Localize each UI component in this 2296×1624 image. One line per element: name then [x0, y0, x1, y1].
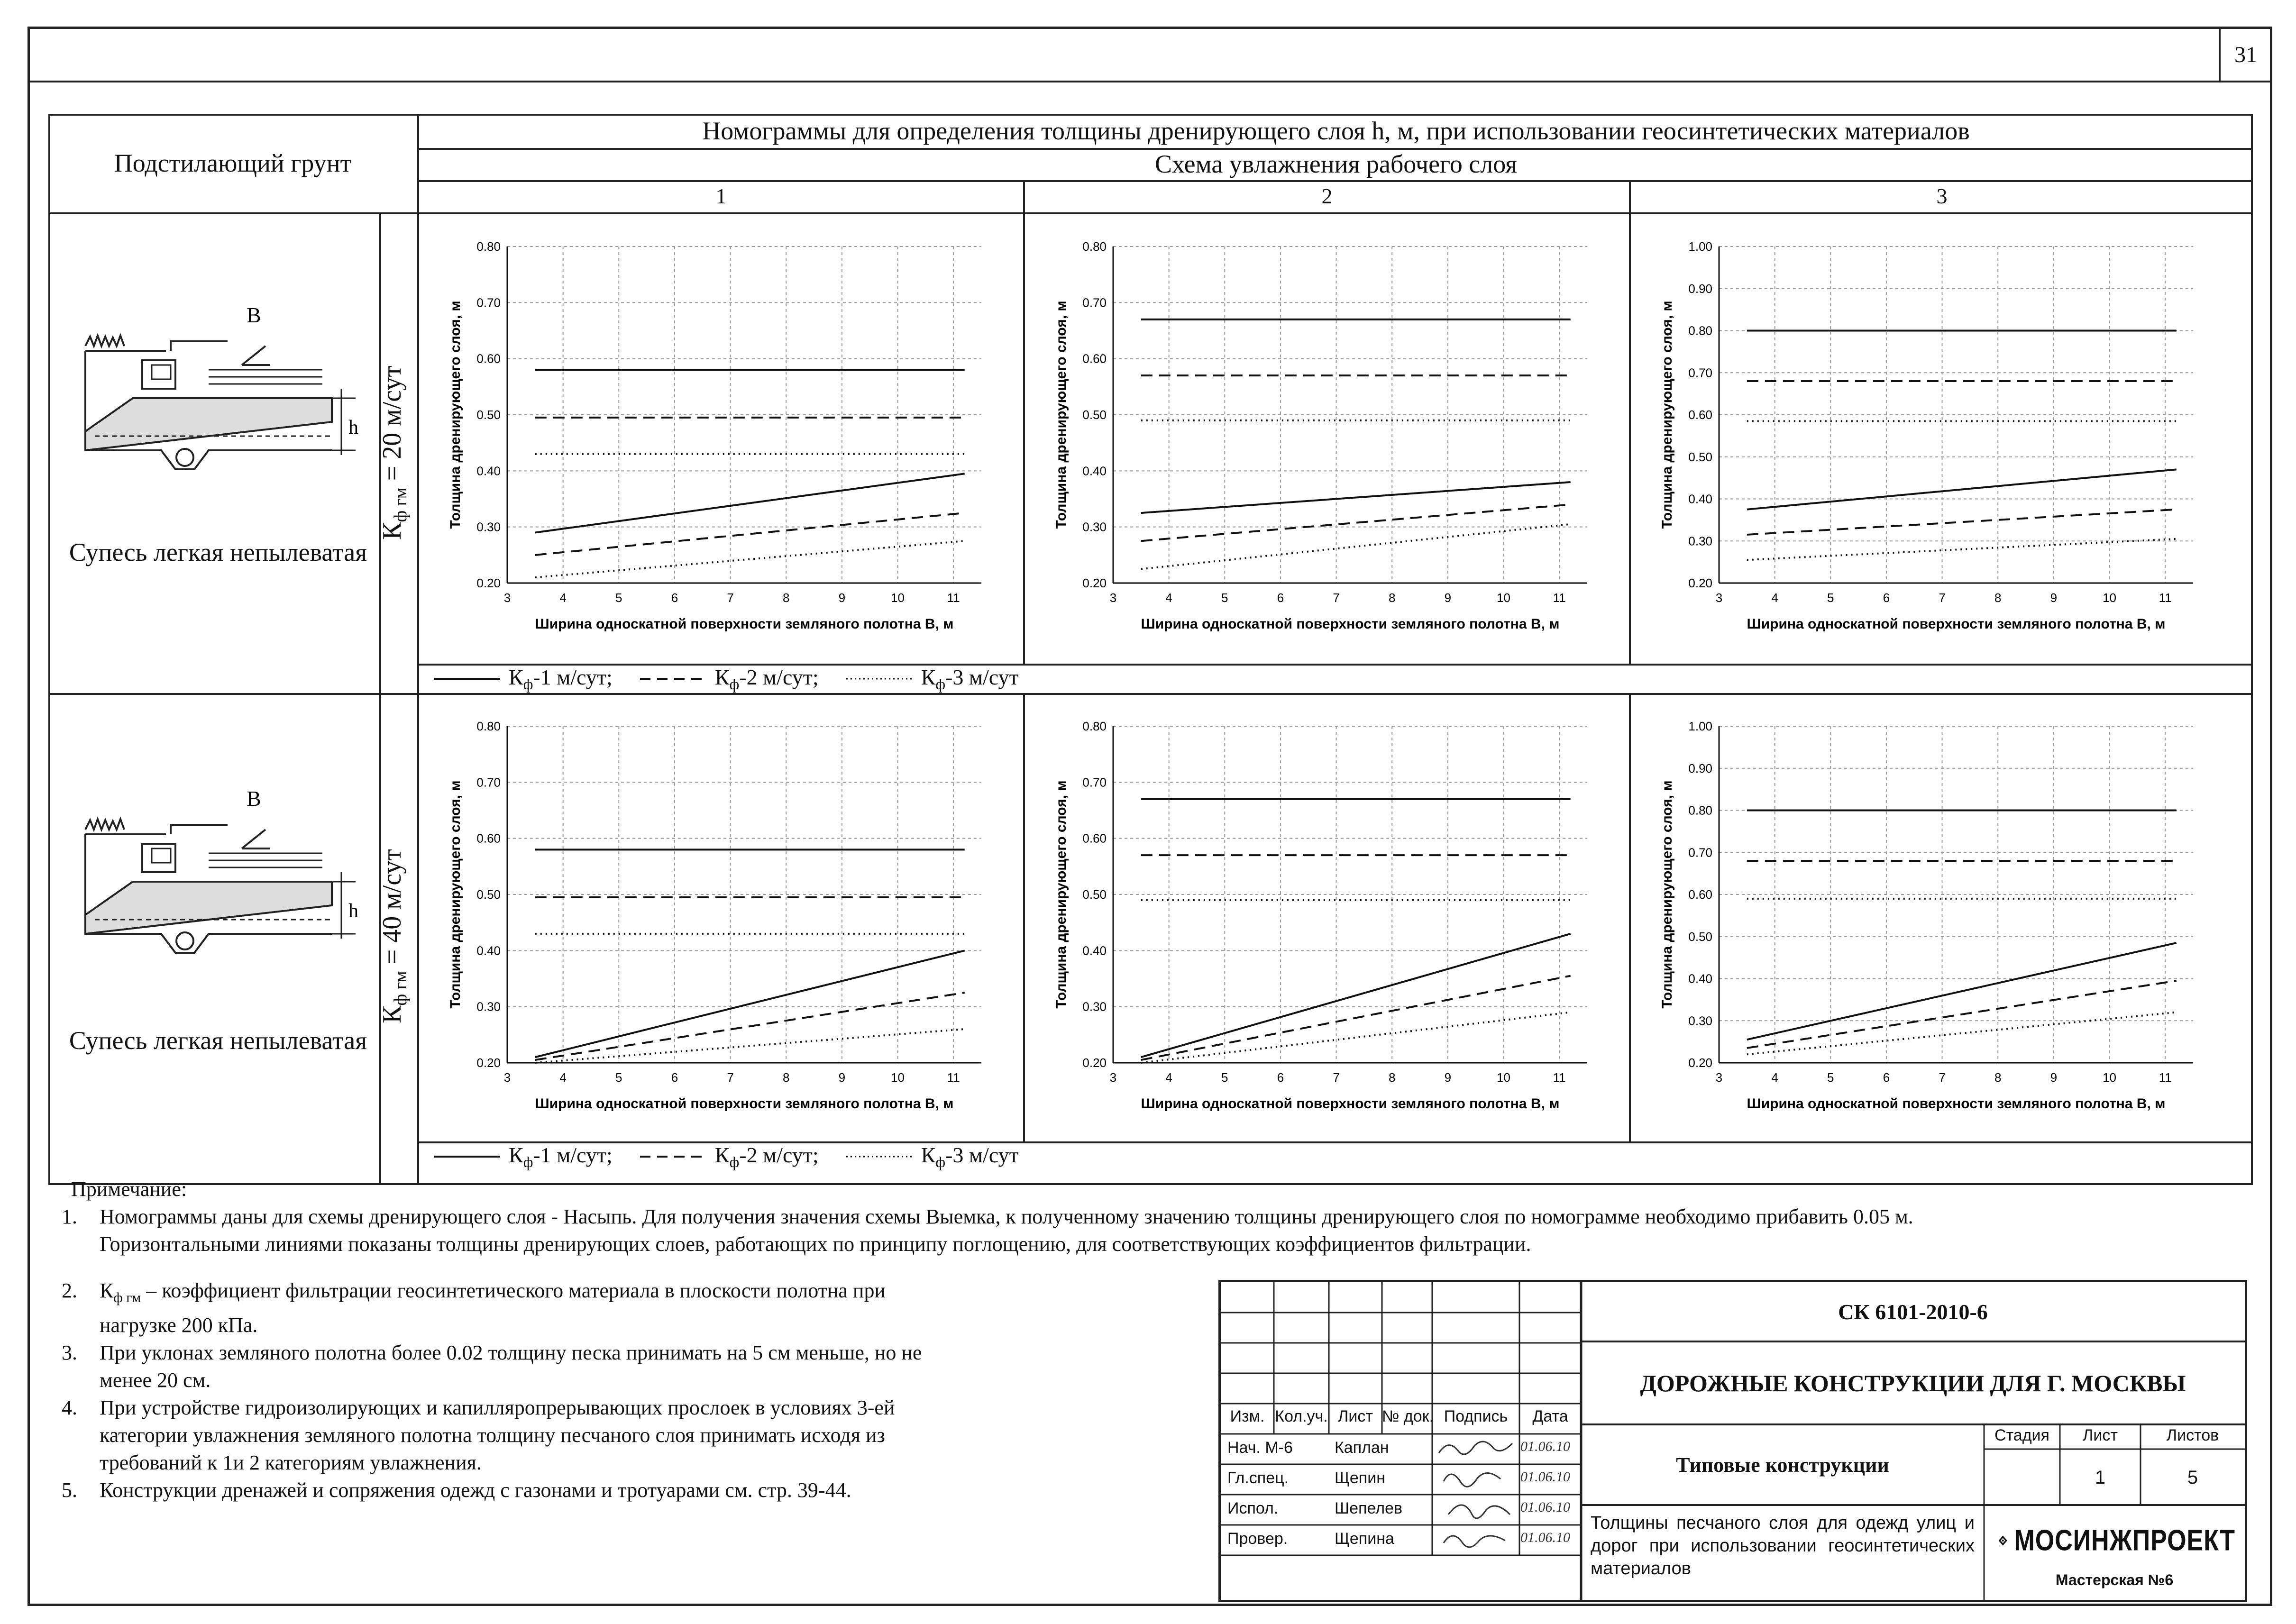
y-tick-label: 0.90: [1688, 281, 1712, 296]
company-logo-icon: [1998, 1522, 2007, 1560]
x-tick-label: 8: [783, 591, 790, 605]
nomogram-chart-r2-s2: [1033, 703, 1620, 1131]
y-tick-label: 0.70: [476, 775, 501, 790]
y-tick-label: 0.50: [1082, 887, 1107, 902]
y-tick-label: 0.60: [1688, 408, 1712, 422]
x-tick-label: 10: [1497, 591, 1510, 605]
x-tick-label: 4: [1165, 1070, 1172, 1085]
x-axis-label: Ширина односкатной поверхности земляного полотна В, м: [1747, 1096, 2166, 1112]
nomogram-chart-r1-s3: [1638, 223, 2226, 652]
x-tick-label: 3: [1109, 591, 1117, 605]
x-tick-label: 9: [838, 1070, 846, 1085]
x-tick-label: 6: [1277, 1070, 1284, 1085]
y-tick-label: 0.30: [476, 999, 501, 1014]
y-axis-label: Толщина дренирующего слоя, м: [1659, 780, 1675, 1009]
tb-header-doc: № док.: [1382, 1407, 1434, 1425]
chart-svg: [1033, 223, 1620, 649]
tb-workshop: Мастерская №6: [2055, 1571, 2174, 1588]
kf-sub: ф гм: [391, 971, 411, 1006]
note-4: 4. При устройстве гидроизолирующих и капилляропрерывающих прослоек в условиях 3-ей: [62, 1396, 895, 1419]
y-tick-label: 0.50: [476, 408, 501, 422]
x-axis-label: Ширина односкатной поверхности земляного полотна В, м: [1141, 1096, 1560, 1112]
y-tick-label: 0.40: [1688, 971, 1712, 986]
x-tick-label: 6: [671, 1070, 678, 1085]
legend-solid-line: [434, 676, 500, 681]
y-tick-label: 0.80: [476, 239, 501, 254]
series-line-dotted: [1747, 539, 2177, 560]
nomogram-chart-r2-s3: [1638, 703, 2226, 1131]
scheme-3: 3: [1936, 184, 1948, 209]
y-tick-label: 0.60: [1688, 887, 1712, 902]
x-tick-label: 3: [1715, 591, 1723, 605]
soil-sketch-2: [66, 777, 370, 958]
x-tick-label: 7: [1333, 1070, 1340, 1085]
x-tick-label: 5: [615, 591, 622, 605]
tb-header-izm: Изм.: [1230, 1407, 1265, 1425]
x-tick-label: 4: [559, 1070, 567, 1085]
tb-sheets: 5: [2187, 1467, 2198, 1488]
y-tick-label: 0.90: [1688, 761, 1712, 776]
x-tick-label: 7: [1333, 591, 1340, 605]
x-tick-label: 8: [783, 1070, 790, 1085]
x-tick-label: 4: [559, 591, 567, 605]
x-tick-label: 8: [1994, 591, 2002, 605]
tb-date-4: 01.06.10: [1520, 1530, 1570, 1545]
x-tick-label: 9: [838, 591, 846, 605]
x-tick-label: 6: [671, 591, 678, 605]
legend-dotted-line: [846, 676, 913, 681]
x-tick-label: 6: [1883, 1070, 1890, 1085]
legend-dashed-line: [640, 676, 706, 681]
tb-role-3: Испол.: [1227, 1499, 1279, 1517]
x-tick-label: 9: [1444, 591, 1452, 605]
series-line-dashed: [1141, 504, 1571, 541]
kf-sub: ф гм: [391, 487, 411, 522]
y-axis-label: Толщина дренирующего слоя, м: [1053, 780, 1069, 1009]
y-tick-label: 0.60: [1082, 831, 1107, 846]
tb-date-1: 01.06.10: [1520, 1439, 1570, 1454]
series-line-dotted: [1141, 524, 1571, 569]
y-tick-label: 0.40: [1082, 943, 1107, 958]
y-tick-label: 0.20: [1082, 1056, 1107, 1070]
soil-sketch-1: [66, 294, 370, 474]
tb-name-1: Каплан: [1335, 1439, 1389, 1457]
header-scheme: Схема увлажнения рабочего слоя: [1154, 149, 1518, 178]
series-line-dashed: [1141, 976, 1571, 1060]
header-title: Номограммы для определения толщины дренирующего слоя h, м, при использовании геосинтетических материалов: [702, 116, 1970, 145]
x-tick-label: 9: [2050, 1070, 2058, 1085]
kf-value: = 40 м/сут: [377, 849, 407, 971]
chart-svg: [1033, 703, 1620, 1129]
y-tick-label: 0.30: [1688, 1013, 1712, 1028]
y-tick-label: 0.70: [1688, 365, 1712, 380]
nomogram-chart-r1-s1: [427, 223, 1015, 652]
x-tick-label: 3: [1715, 1070, 1723, 1085]
kf-main: К: [377, 522, 407, 540]
grid-line: [1629, 180, 1631, 664]
kf-label-2: [377, 794, 410, 1078]
series-line-dotted: [535, 541, 965, 577]
series-line-solid: [535, 950, 965, 1057]
y-tick-label: 0.70: [1688, 845, 1712, 860]
y-tick-label: 0.60: [476, 831, 501, 846]
x-tick-label: 11: [947, 591, 960, 605]
x-tick-label: 11: [1553, 591, 1566, 605]
tb-stage-label: Стадия: [1994, 1426, 2049, 1444]
tb-sheet: 1: [2095, 1467, 2106, 1488]
tb-date-2: 01.06.10: [1520, 1469, 1570, 1485]
tb-code: СК 6101-2010-6: [1838, 1300, 1988, 1324]
x-tick-label: 10: [891, 591, 905, 605]
y-tick-label: 0.50: [1688, 929, 1712, 944]
y-tick-label: 0.40: [476, 943, 501, 958]
legend-k1: $К_ф-1$ м/сут;: [509, 665, 613, 693]
soil-name-2: Супесь легкая непылеватая: [69, 1026, 367, 1055]
x-tick-label: 4: [1771, 591, 1778, 605]
chart-svg: [1638, 703, 2226, 1129]
series-line-solid: [1141, 934, 1571, 1057]
grid-line: [1023, 693, 1025, 1141]
nomogram-chart-r2-s1: [427, 703, 1015, 1131]
y-tick-label: 0.40: [476, 464, 501, 478]
tb-role-1: Нач. М-6: [1227, 1439, 1293, 1457]
x-tick-label: 5: [1827, 1070, 1834, 1085]
x-tick-label: 10: [2103, 1070, 2116, 1085]
grid-line: [417, 114, 419, 1185]
series-line-solid: [1141, 482, 1571, 513]
x-axis-label: Ширина односкатной поверхности земляного полотна В, м: [1747, 616, 2166, 632]
chart-svg: [427, 223, 1015, 649]
chart-svg: [1638, 223, 2226, 649]
y-tick-label: 0.30: [1082, 520, 1107, 534]
legend-row-1: [434, 666, 1019, 692]
tb-project: ДОРОЖНЫЕ КОНСТРУКЦИИ ДЛЯ Г. МОСКВЫ: [1640, 1369, 2186, 1396]
y-tick-label: 0.60: [1082, 351, 1107, 366]
tb-name-2: Щепин: [1335, 1469, 1385, 1487]
tb-role-2: Гл.спец.: [1227, 1469, 1289, 1487]
grid-line: [1629, 693, 1631, 1141]
y-tick-label: 0.50: [476, 887, 501, 902]
x-tick-label: 7: [727, 591, 734, 605]
y-tick-label: 0.50: [1082, 408, 1107, 422]
y-tick-label: 0.50: [1688, 449, 1712, 464]
header-soil: Подстилающий грунт: [114, 148, 352, 177]
y-tick-label: 0.30: [1688, 534, 1712, 548]
y-axis-label: Толщина дренирующего слоя, м: [1659, 301, 1675, 529]
y-tick-label: 0.80: [476, 719, 501, 733]
scheme-2: 2: [1321, 184, 1333, 209]
sketch-h-label: h: [348, 900, 358, 922]
legend-dotted-line: [846, 1154, 913, 1159]
top-divider: [27, 81, 2272, 82]
series-line-dashed: [535, 513, 965, 555]
x-tick-label: 11: [1553, 1070, 1566, 1085]
legend-k2: $К_ф-2$ м/сут;: [714, 665, 819, 693]
soil-name-1: Супесь легкая непылеватая: [69, 538, 367, 566]
legend-k2: $К_ф-2$ м/сут;: [714, 1142, 819, 1171]
note-1b: Горизонтальными линиями показаны толщины дренирующих слоев, работающих по принципу поглощению, для соответствующих коэффициентов фильтрации.: [100, 1232, 1531, 1256]
tb-header-kolvo: Кол.уч.: [1275, 1407, 1328, 1425]
y-tick-label: 0.20: [1688, 1056, 1712, 1070]
sketch-b-label: В: [247, 786, 261, 811]
series-line-dashed: [535, 993, 965, 1060]
y-tick-label: 0.70: [1082, 295, 1107, 310]
x-tick-label: 10: [2103, 591, 2116, 605]
notes-title: Примечание:: [71, 1177, 187, 1201]
note-1: 1. Номограммы даны для схемы дренирующего слоя - Насыпь. Для получения значения схемы Выемка, к полученному значению толщины дренирующего слоя по номограмме необходимо прибавить 0.05 м.: [62, 1205, 1913, 1228]
y-axis-label: Толщина дренирующего слоя, м: [448, 301, 463, 529]
series-line-dotted: [1141, 1013, 1571, 1063]
company-name: МОСИНЖПРОЕКТ: [2014, 1524, 2235, 1557]
tb-sheets-label: Листов: [2166, 1426, 2219, 1444]
tb-section: Типовые конструкции: [1676, 1453, 1889, 1477]
kf-main: К: [377, 1005, 407, 1023]
chart-svg: [427, 703, 1015, 1129]
company-logo: [1998, 1519, 2235, 1562]
x-tick-label: 10: [891, 1070, 905, 1085]
x-tick-label: 3: [503, 1070, 511, 1085]
series-line-dotted: [535, 1029, 965, 1063]
x-tick-label: 4: [1771, 1070, 1778, 1085]
x-axis-label: Ширина односкатной поверхности земляного полотна В, м: [1141, 616, 1560, 632]
legend-dashed-line: [640, 1154, 706, 1159]
note-3: 3. При уклонах земляного полотна более 0.02 толщину песка принимать на 5 см меньше, но не: [62, 1341, 922, 1364]
x-tick-label: 7: [1939, 1070, 1946, 1085]
note-4-cont2: требований к 1и 2 категориям увлажнения.: [100, 1451, 482, 1474]
y-tick-label: 0.20: [476, 1056, 501, 1070]
kf-value: = 20 м/сут: [377, 365, 407, 488]
tb-header-sign: Подпись: [1444, 1407, 1508, 1425]
tb-header-list: Лист: [1338, 1407, 1373, 1425]
legend-k3: $К_ф-3$ м/сут: [921, 1142, 1019, 1171]
sketch-h-label: h: [348, 417, 358, 438]
tb-header-date: Дата: [1532, 1407, 1568, 1425]
y-tick-label: 0.80: [1688, 803, 1712, 818]
nomogram-chart-r1-s2: [1033, 223, 1620, 652]
x-tick-label: 9: [1444, 1070, 1452, 1085]
road-section-diagram: [66, 294, 370, 474]
note-5: 5. Конструкции дренажей и сопряжения одежд с газонами и тротуарами см. стр. 39-44.: [62, 1478, 851, 1502]
x-tick-label: 10: [1497, 1070, 1510, 1085]
y-tick-label: 0.20: [476, 576, 501, 590]
scheme-1: 1: [715, 184, 727, 209]
x-tick-label: 9: [2050, 591, 2058, 605]
y-tick-label: 1.00: [1688, 719, 1712, 733]
x-tick-label: 8: [1389, 1070, 1396, 1085]
y-tick-label: 0.80: [1082, 239, 1107, 254]
y-axis-label: Толщина дренирующего слоя, м: [1053, 301, 1069, 529]
y-tick-label: 0.70: [1082, 775, 1107, 790]
y-tick-label: 0.70: [476, 295, 501, 310]
x-tick-label: 7: [727, 1070, 734, 1085]
x-tick-label: 3: [503, 591, 511, 605]
y-tick-label: 0.20: [1082, 576, 1107, 590]
tb-name-3: Шепелев: [1335, 1499, 1403, 1517]
grid-line: [1023, 180, 1025, 664]
x-tick-label: 5: [1221, 591, 1228, 605]
note-4-cont: категории увлажнения земляного полотна толщину песчаного слоя принимать исходя из: [100, 1423, 885, 1447]
legend-k1: $К_ф-1$ м/сут;: [509, 1142, 613, 1171]
x-tick-label: 8: [1994, 1070, 2002, 1085]
tb-sheet-title: Толщины песчаного слоя для одежд улиц и дорог при использовании геосинтетических материалов: [1591, 1513, 1975, 1578]
x-axis-label: Ширина односкатной поверхности земляного полотна В, м: [535, 1096, 954, 1112]
kf-label-1: [377, 310, 410, 595]
tb-date-3: 01.06.10: [1520, 1499, 1570, 1515]
tb-role-4: Провер.: [1227, 1530, 1288, 1548]
y-tick-label: 0.30: [476, 520, 501, 534]
series-line-solid: [535, 474, 965, 532]
x-tick-label: 5: [1221, 1070, 1228, 1085]
series-line-dashed: [1747, 510, 2177, 535]
x-axis-label: Ширина односкатной поверхности земляного полотна В, м: [535, 616, 954, 632]
x-tick-label: 8: [1389, 591, 1396, 605]
x-tick-label: 6: [1277, 591, 1284, 605]
y-tick-label: 0.80: [1082, 719, 1107, 733]
legend-row-2: [434, 1143, 1019, 1170]
y-tick-label: 0.80: [1688, 323, 1712, 338]
legend-solid-line: [434, 1154, 500, 1159]
x-tick-label: 4: [1165, 591, 1172, 605]
series-line-solid: [1747, 469, 2177, 509]
x-tick-label: 11: [2159, 1070, 2172, 1085]
x-tick-label: 7: [1939, 591, 1946, 605]
road-section-diagram: [66, 777, 370, 958]
note-2: 2. $К_{ф гм}$ – коэффициент фильтрации геосинтетического материала в плоскости полотна при: [62, 1279, 886, 1305]
signatures: [1434, 1434, 1519, 1557]
page-number: 31: [2219, 28, 2271, 81]
y-tick-label: 0.20: [1688, 576, 1712, 590]
y-axis-label: Толщина дренирующего слоя, м: [448, 780, 463, 1009]
note-2-cont: нагрузке 200 кПа.: [100, 1313, 258, 1337]
legend-k3: $К_ф-3$ м/сут: [921, 665, 1019, 693]
note-3-cont: менее 20 см.: [100, 1368, 211, 1392]
y-tick-label: 1.00: [1688, 239, 1712, 254]
y-tick-label: 0.60: [476, 351, 501, 366]
y-tick-label: 0.30: [1082, 999, 1107, 1014]
x-tick-label: 3: [1109, 1070, 1117, 1085]
x-tick-label: 5: [615, 1070, 622, 1085]
y-tick-label: 0.40: [1082, 464, 1107, 478]
tb-name-4: Щепина: [1335, 1530, 1394, 1548]
x-tick-label: 6: [1883, 591, 1890, 605]
y-tick-label: 0.40: [1688, 492, 1712, 506]
sketch-b-label: В: [247, 303, 261, 327]
series-line-dotted: [1747, 1013, 2177, 1055]
x-tick-label: 11: [2159, 591, 2172, 605]
x-tick-label: 11: [947, 1070, 960, 1085]
tb-sheet-label: Лист: [2083, 1426, 2118, 1444]
title-block: [1218, 1280, 2247, 1602]
x-tick-label: 5: [1827, 591, 1834, 605]
